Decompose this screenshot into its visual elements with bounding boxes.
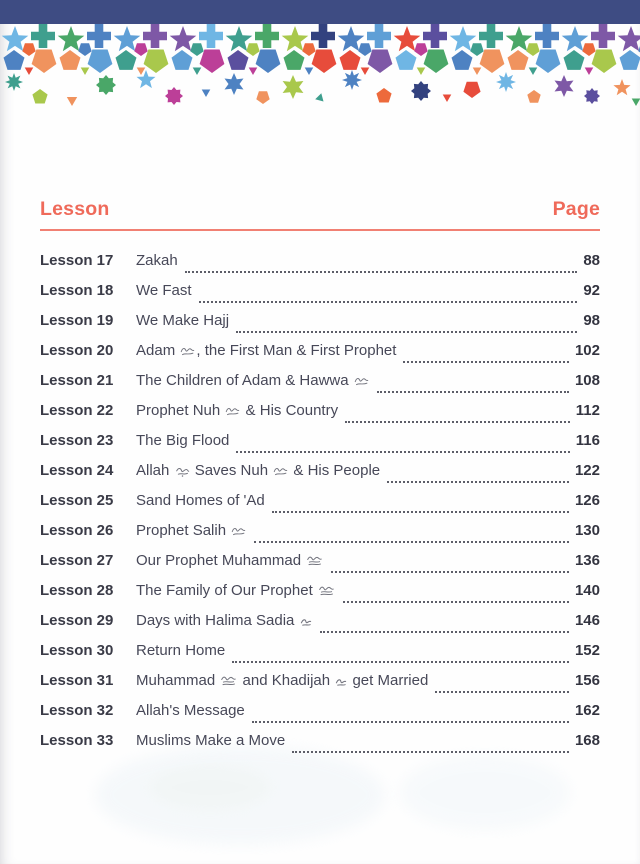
toc-row	[40, 702, 600, 732]
dot-leader	[252, 721, 569, 723]
toc-row	[40, 582, 600, 612]
toc-list	[40, 252, 600, 762]
honorific-radiallahu-anha-icon	[300, 615, 312, 627]
dot-leader	[232, 661, 569, 663]
honorific-sallallahu-alayhi-wasallam-icon	[318, 584, 335, 597]
toc-row	[40, 432, 600, 462]
lesson-title: We Make Hajj	[136, 312, 230, 329]
toc-row	[40, 552, 600, 582]
dot-leader	[272, 511, 569, 513]
dot-leader	[331, 571, 569, 573]
honorific-jalla-jalaluhu-icon	[175, 465, 190, 478]
dot-leader	[185, 271, 578, 273]
toc-row	[40, 372, 600, 402]
toc-header	[40, 197, 600, 221]
lesson-number: Lesson 31	[40, 672, 114, 689]
lesson-number: Lesson 17	[40, 252, 114, 269]
lesson-title: Our Prophet Muhammad	[136, 552, 324, 569]
lesson-title: Sand Homes of 'Ad	[136, 492, 265, 509]
toc-row	[40, 642, 600, 672]
page-number: 136	[574, 552, 600, 569]
page-number: 108	[574, 372, 600, 389]
page-number: 102	[574, 342, 600, 359]
lesson-number: Lesson 30	[40, 642, 114, 659]
page-number: 88	[583, 252, 600, 269]
toc-row	[40, 612, 600, 642]
lesson-number: Lesson 19	[40, 312, 114, 329]
lesson-number: Lesson 20	[40, 342, 114, 359]
lesson-title: We Fast	[136, 282, 192, 299]
lesson-number: Lesson 22	[40, 402, 114, 419]
page-number: 146	[574, 612, 600, 629]
toc-row	[40, 492, 600, 522]
lesson-title: Muslims Make a Move	[136, 732, 286, 749]
toc-row	[40, 672, 600, 702]
lesson-number: Lesson 29	[40, 612, 114, 629]
dot-leader	[254, 541, 569, 543]
page-number: 98	[583, 312, 600, 329]
page-number: 152	[574, 642, 600, 659]
honorific-sallallahu-alayhi-wasallam-icon	[220, 674, 237, 687]
honorific-sallallahu-alayhi-wasallam-icon	[306, 554, 323, 567]
toc-row	[40, 462, 600, 492]
page-number: 130	[574, 522, 600, 539]
page-showthrough-ghost	[400, 755, 570, 830]
lesson-title: Prophet Nuh & His Country	[136, 402, 339, 419]
dot-leader	[403, 361, 569, 363]
page-number: 116	[575, 432, 600, 449]
lesson-title: Return Home	[136, 642, 226, 659]
lesson-number: Lesson 23	[40, 432, 114, 449]
lesson-number: Lesson 21	[40, 372, 114, 389]
lesson-number: Lesson 33	[40, 732, 114, 749]
lesson-title: Allah Saves Nuh & His People	[136, 462, 381, 479]
page-number: 168	[574, 732, 600, 749]
lesson-title: The Big Flood	[136, 432, 230, 449]
page-number: 112	[575, 402, 600, 419]
toc-header-page-label: Page	[552, 198, 600, 220]
lesson-title: The Family of Our Prophet	[136, 582, 336, 599]
dot-leader	[292, 751, 569, 753]
dot-leader	[320, 631, 569, 633]
page-number: 126	[574, 492, 600, 509]
honorific-radiallahu-anha-icon	[335, 675, 347, 687]
toc-header-lesson-label: Lesson	[40, 198, 110, 220]
lesson-title: Days with Halima Sadia	[136, 612, 313, 629]
page-number: 92	[583, 282, 600, 299]
lesson-title: Muhammad and Khadijah get Married	[136, 672, 429, 689]
lesson-number: Lesson 24	[40, 462, 114, 479]
lesson-number: Lesson 18	[40, 282, 114, 299]
page-number: 156	[574, 672, 600, 689]
toc-row	[40, 252, 600, 282]
lesson-title: Adam , the First Man & First Prophet	[136, 342, 397, 359]
lesson-title: Allah's Message	[136, 702, 245, 719]
honorific-alayhis-salam-icon	[354, 375, 369, 387]
header-rule	[40, 229, 600, 231]
lesson-title: Prophet Salih	[136, 522, 247, 539]
lesson-number: Lesson 27	[40, 552, 114, 569]
honorific-alayhis-salam-icon	[180, 345, 195, 357]
honorific-alayhis-salam-icon	[273, 465, 288, 477]
lesson-number: Lesson 32	[40, 702, 114, 719]
lesson-number: Lesson 26	[40, 522, 114, 539]
honorific-alayhis-salam-icon	[225, 405, 240, 417]
honorific-alayhis-salam-icon	[231, 525, 246, 537]
dot-leader	[343, 601, 569, 603]
dot-leader	[435, 691, 569, 693]
page-showthrough-ghost	[150, 765, 270, 810]
toc-content	[40, 197, 600, 762]
dot-leader	[345, 421, 570, 423]
toc-row	[40, 522, 600, 552]
toc-row	[40, 342, 600, 372]
toc-row	[40, 402, 600, 432]
lesson-number: Lesson 28	[40, 582, 114, 599]
dot-leader	[236, 451, 569, 453]
lesson-title: The Children of Adam & Hawwa	[136, 372, 370, 389]
dot-leader	[377, 391, 569, 393]
geometric-border-pattern	[0, 0, 640, 112]
toc-row	[40, 312, 600, 342]
lesson-title: Zakah	[136, 252, 178, 269]
dot-leader	[236, 331, 577, 333]
page-number: 140	[574, 582, 600, 599]
toc-row	[40, 282, 600, 312]
dot-leader	[387, 481, 569, 483]
dot-leader	[199, 301, 578, 303]
page-number: 122	[574, 462, 600, 479]
toc-row	[40, 732, 600, 762]
lesson-number: Lesson 25	[40, 492, 114, 509]
page-number: 162	[574, 702, 600, 719]
